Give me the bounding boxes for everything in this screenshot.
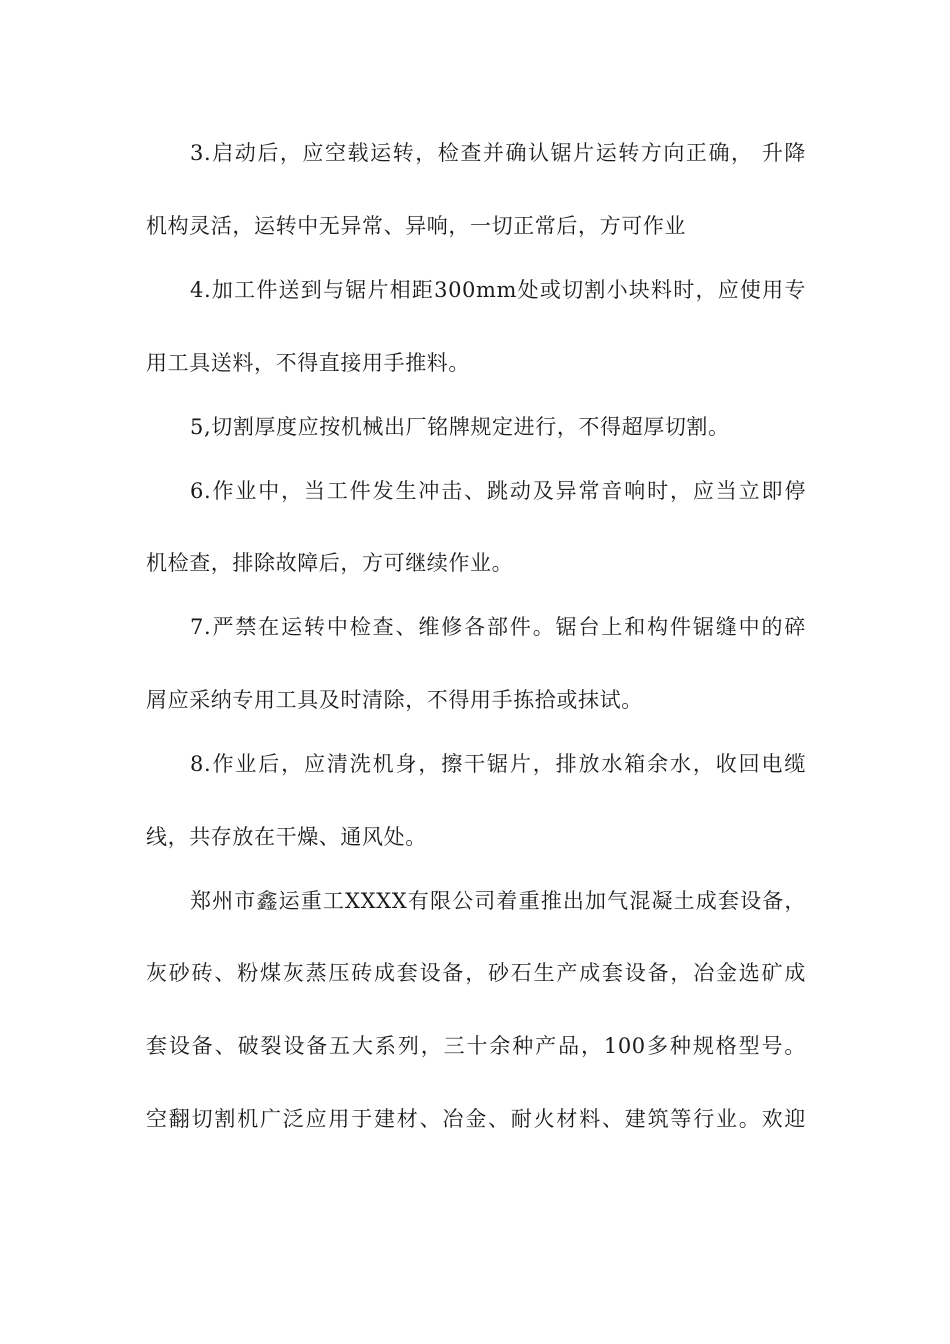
- company-paragraph-line-2: 灰砂砖、粉煤灰蒸压砖成套设备，砂石生产成套设备，冶金选矿成: [146, 961, 806, 985]
- paragraph-7-line-2: 屑应采纳专用工具及时清除，不得用手拣拾或抹试。: [146, 688, 643, 712]
- paragraph-5-line-1: 5,切割厚度应按机械出厂铭牌规定进行，不得超厚切割。: [190, 415, 730, 439]
- paragraph-8-line-1: 8.作业后，应清洗机身，擦干锯片，排放水箱余水，收回电缆: [190, 752, 806, 776]
- paragraph-4-line-2: 用工具送料，不得直接用手推料。: [146, 351, 470, 375]
- company-paragraph-line-4: 空翻切割机广泛应用于建材、冶金、耐火材料、建筑等行业。欢迎: [146, 1107, 806, 1131]
- paragraph-6-line-2: 机检查，排除故障后，方可继续作业。: [146, 551, 514, 575]
- paragraph-3-line-1: 3.启动后，应空载运转，检查并确认锯片运转方向正确， 升降: [190, 141, 806, 165]
- company-paragraph-line-1: 郑州市鑫运重工XXXX有限公司着重推出加气混凝土成套设备，: [190, 889, 806, 913]
- paragraph-4-line-1: 4.加工件送到与锯片相距300mm处或切割小块料时，应使用专: [190, 278, 806, 302]
- paragraph-6-line-1: 6.作业中，当工件发生冲击、跳动及异常音响时，应当立即停: [190, 479, 806, 503]
- paragraph-8-line-2: 线，共存放在干燥、通风处。: [146, 825, 427, 849]
- company-paragraph-line-3: 套设备、破裂设备五大系列，三十余种产品，100多种规格型号。: [146, 1034, 806, 1058]
- paragraph-3-line-2: 机构灵活，运转中无异常、异响，一切正常后，方可作业: [146, 214, 686, 238]
- paragraph-7-line-1: 7.严禁在运转中检查、维修各部件。锯台上和构件锯缝中的碎: [190, 615, 806, 639]
